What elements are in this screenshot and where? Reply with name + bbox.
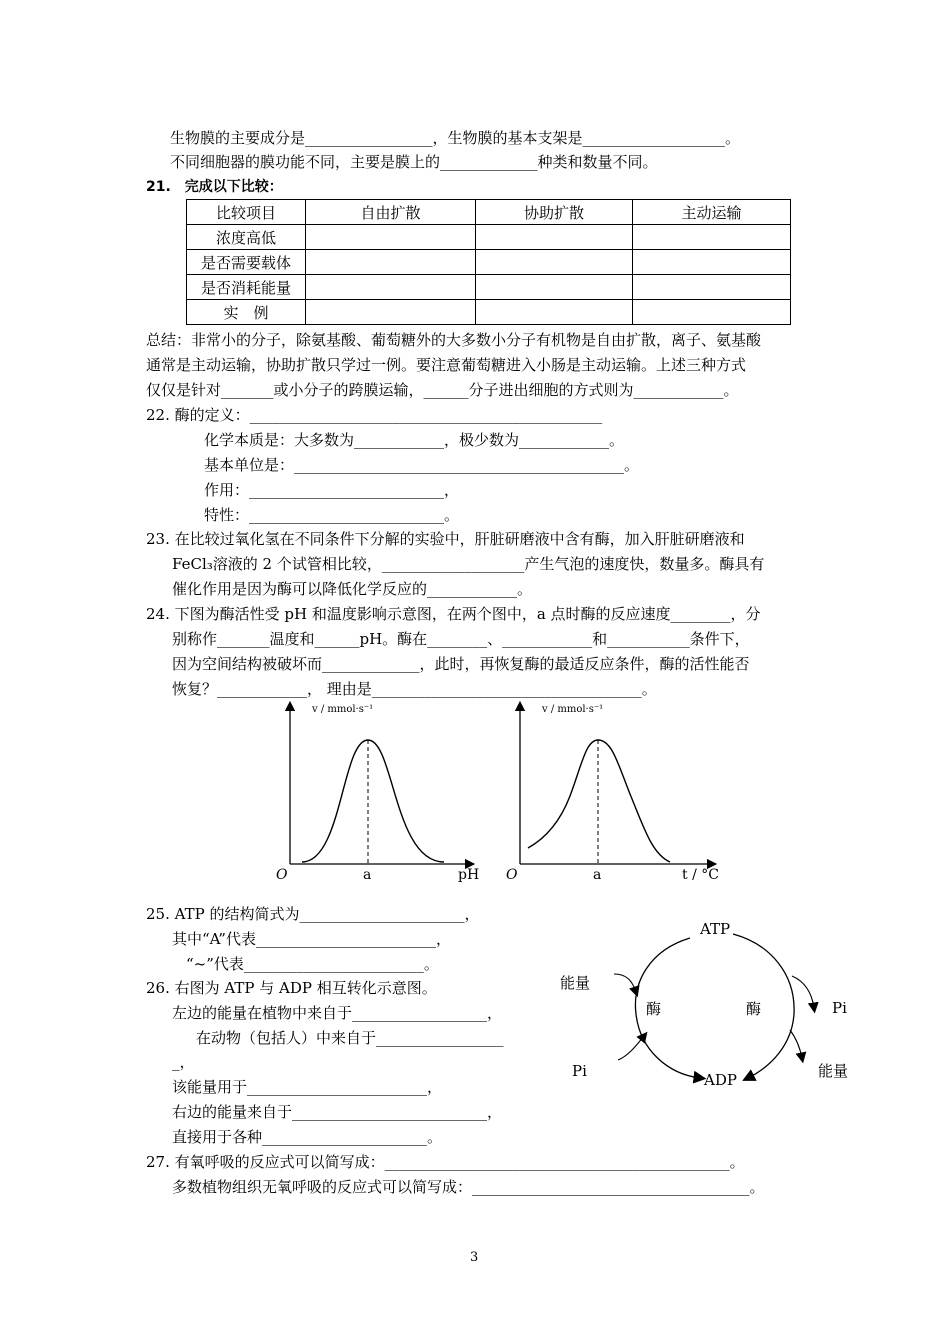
q26-line-4: _， [172,1053,195,1071]
point-a-label: a [363,867,372,883]
row-label: 是否消耗能量 [187,275,306,300]
blank-cell [476,300,633,325]
blank-cell [306,225,476,250]
q23-line-1: 23. 在比较过氧化氢在不同条件下分解的实验中，肝脏研磨液中含有酶，加入肝脏研磨液和 [146,530,745,548]
row-label: 是否需要载体 [187,250,306,275]
energy-in-label: 能量 [560,974,591,992]
q25-line-2: 其中“A”代表________________________， [172,930,451,948]
header-cell: 比较项目 [187,200,306,225]
right-arc-arrow [733,934,794,1078]
point-a-label: a [593,867,602,883]
membrane-function-line: 不同细胞器的膜功能不同，主要是膜上的_____________种类和数量不同。 [170,153,658,171]
q24-line-3: 因为空间结构被破坏而_____________，此时，再恢复酶的最适反应条件，酶的活性能否 [172,655,750,673]
q22-property: 特性：__________________________。 [204,506,460,524]
blank-cell [476,225,633,250]
temperature-activity-graph [502,698,727,888]
header-cell: 自由扩散 [306,200,476,225]
enzyme-left-label: 酶 [646,1000,662,1018]
q21-title: 21. 完成以下比较： [146,179,283,195]
atp-label: ATP [700,920,731,938]
blank-cell [306,275,476,300]
table-header-row [187,200,791,225]
pi-out-arrow [792,976,814,1008]
header-cell: 协助扩散 [476,200,633,225]
q22-nature: 化学本质是：大多数为____________，极少数为____________。 [204,431,625,449]
q24-line-2: 别称作_______温度和______pH。酶在________、____________和___________条件下， [172,630,750,648]
q26-line-2: 左边的能量在植物中来自于__________________， [172,1004,503,1022]
pi-in-arrow [618,1036,644,1060]
y-axis-label: v / mmol·s⁻¹ [312,704,374,715]
q26-line-5: 该能量用于________________________， [172,1078,443,1096]
y-axis-label: v / mmol·s⁻¹ [542,704,604,715]
q25-line-1: 25. ATP 的结构简式为______________________， [146,905,480,923]
blank-cell [476,250,633,275]
q25-line-3: “~”代表________________________。 [186,955,439,973]
q22-unit: 基本单位是：____________________________________________。 [204,456,640,474]
ph-activity-graph [272,698,487,888]
energy-in-arrow [614,974,636,992]
row-label: 实 例 [187,300,306,325]
blank-cell [476,275,633,300]
q23-line-2: FeCl₃溶液的 2 个试管相比较，___________________产生气泡的速度快，数量多。酶具有 [172,555,765,573]
blank-cell [633,250,791,275]
q27-line-2: 多数植物组织无氧呼吸的反应式可以简写成：_____________________________________。 [172,1178,765,1196]
blank-cell [633,275,791,300]
q23-line-3: 催化作用是因为酶可以降低化学反应的____________。 [172,580,533,598]
pi-out-label: Pi [832,999,847,1017]
table-row [187,300,791,325]
q22-function: 作用：__________________________， [204,481,460,499]
header-cell: 主动运输 [633,200,791,225]
transport-comparison-table [186,199,791,325]
table-row [187,225,791,250]
energy-out-arrow [790,1030,802,1058]
summary-line-1: 总结：非常小的分子，除氨基酸、葡萄糖外的大多数小分子有机物是自由扩散，离子、氨基酸 [146,331,762,349]
blank-cell [633,225,791,250]
q22-definition: 22. 酶的定义：_______________________________________________ [146,406,603,424]
q26-line-1: 26. 右图为 ATP 与 ADP 相互转化示意图。 [146,979,437,997]
blank-cell [633,300,791,325]
enzyme-right-label: 酶 [746,1000,762,1018]
adp-label: ADP [704,1071,737,1089]
blank-cell [306,250,476,275]
q26-line-7: 直接用于各种______________________。 [172,1128,443,1146]
energy-out-label: 能量 [818,1062,849,1080]
pi-in-label: Pi [572,1062,587,1080]
ph-curve [302,740,444,862]
blank-cell [306,300,476,325]
x-axis-label: pH [458,867,480,883]
q26-line-3: 在动物（包括人）中来自于_________________ [196,1029,504,1047]
row-label: 浓度高低 [187,225,306,250]
summary-line-3: 仅仅是针对_______或小分子的跨膜运输，______分子进出细胞的方式则为____________。 [146,381,739,399]
origin-label: O [506,867,518,883]
q24-line-1: 24. 下图为酶活性受 pH 和温度影响示意图，在两个图中，a 点时酶的反应速度________，分 [146,605,761,623]
q24-line-4: 恢复？____________， 理由是____________________________________。 [172,680,657,698]
atp-adp-cycle-diagram [550,910,860,1095]
table-row [187,250,791,275]
origin-label: O [276,867,288,883]
membrane-composition-line: 生物膜的主要成分是_________________，生物膜的基本支架是___________________。 [170,129,741,147]
q26-line-6: 右边的能量来自于__________________________， [172,1103,503,1121]
q27-line-1: 27. 有氧呼吸的反应式可以简写成：______________________________________________。 [146,1153,745,1171]
summary-line-2: 通常是主动运输，协助扩散只学过一例。要注意葡萄糖进入小肠是主动运输。上述三种方式 [146,356,747,374]
x-axis-label: t / °C [682,867,719,883]
temperature-curve [528,740,670,862]
table-row [187,275,791,300]
page-number: 3 [470,1250,479,1265]
